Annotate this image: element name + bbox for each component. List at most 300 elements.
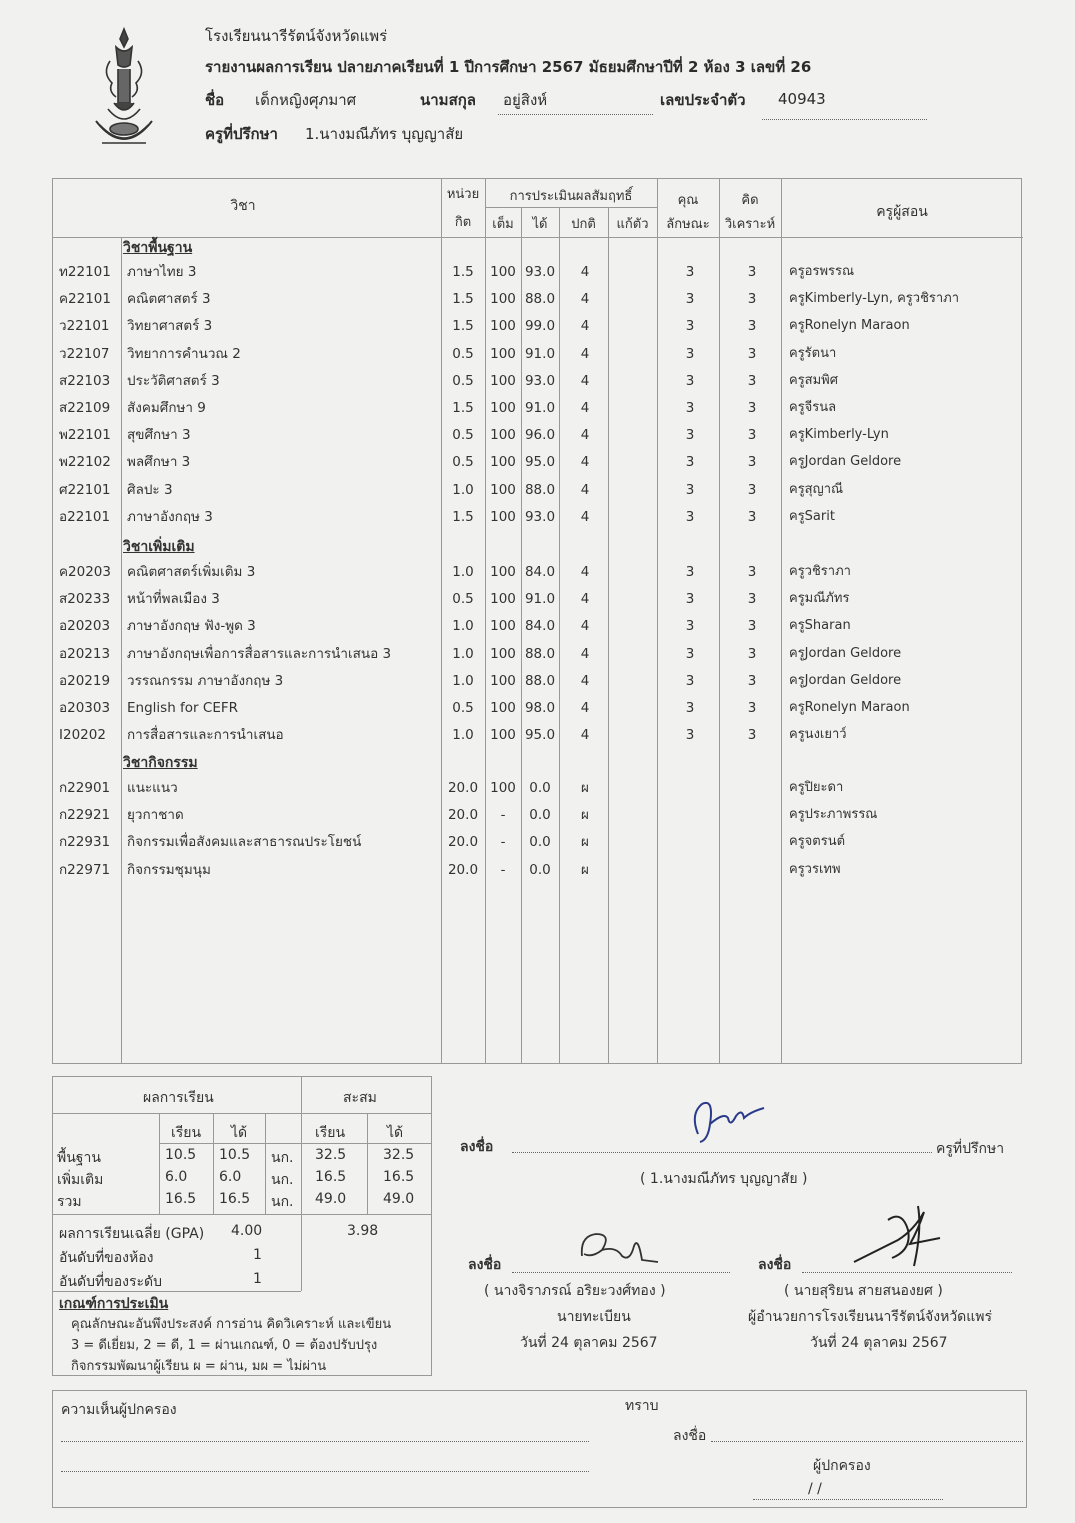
- director-date: วันที่ 24 ตุลาคม 2567: [810, 1335, 948, 1351]
- grade-normal: ผ: [581, 780, 589, 796]
- subject-code: I20202: [59, 727, 106, 744]
- subject-name: วิทยาศาสตร์ 3: [127, 318, 213, 335]
- summary-acc-study: 32.5: [315, 1147, 347, 1163]
- full-score: 100: [490, 318, 516, 335]
- header-full: เต็ม: [492, 217, 514, 232]
- student-id-value: 40943: [778, 90, 826, 108]
- section-activity: วิชากิจกรรม: [123, 755, 198, 771]
- grade-normal: 4: [580, 345, 590, 362]
- header-think-bottom: วิเคราะห์: [724, 217, 776, 232]
- subject-code: อ20219: [59, 672, 111, 689]
- score-got: 0.0: [529, 780, 551, 796]
- summary-acc-study: 49.0: [315, 1191, 347, 1207]
- subject-code: ว22107: [59, 345, 110, 362]
- parent-role: ผู้ปกครอง: [813, 1458, 871, 1474]
- criteria-title: เกณฑ์การประเมิน: [59, 1296, 169, 1312]
- credit-units: 0.5: [452, 454, 474, 471]
- grade-normal: 4: [580, 454, 590, 471]
- score-got: 93.0: [524, 264, 556, 280]
- registrar-sign-label: ลงชื่อ: [468, 1257, 502, 1273]
- quality-score: 3: [685, 645, 695, 662]
- teacher-name: ครูจีรนล: [789, 400, 837, 415]
- advisor-name: 1.นางมณีภัทร บุญญาสัย: [305, 125, 464, 143]
- thinking-score: 3: [747, 372, 757, 389]
- score-got: 88.0: [524, 291, 556, 308]
- credit-units: 1.5: [452, 264, 474, 280]
- quality-score: 3: [685, 591, 695, 608]
- subject-name: ยุวกาชาด: [127, 807, 184, 824]
- quality-score: 3: [685, 454, 695, 471]
- quality-score: 3: [685, 291, 695, 308]
- credit-units: 1.0: [452, 727, 474, 744]
- teacher-name: ครูKimberly-Lyn: [789, 427, 889, 443]
- grade-normal: 4: [580, 672, 590, 689]
- credit-units: 20.0: [447, 834, 479, 851]
- table-row: [53, 695, 1023, 721]
- col-acc-got: ได้: [387, 1125, 404, 1141]
- full-score: 100: [490, 481, 516, 498]
- score-got: 88.0: [524, 481, 556, 498]
- summary-acc-got: 49.0: [383, 1191, 415, 1207]
- parent-sign-line[interactable]: [711, 1441, 1023, 1442]
- teacher-name: ครูประภาพรรณ: [789, 807, 878, 823]
- table-row: [53, 504, 1023, 530]
- table-row: [53, 668, 1023, 694]
- student-surname: อยู่สิงห์: [503, 91, 548, 109]
- table-row: [53, 368, 1023, 394]
- credit-units: 1.5: [452, 318, 474, 335]
- credit-units: 1.0: [452, 481, 474, 498]
- summary-box: [52, 1076, 432, 1376]
- teacher-name: ครูจตรนต์: [789, 834, 846, 850]
- credit-units: 0.5: [452, 591, 474, 608]
- subject-name: การสื่อสารและการนำเสนอ: [127, 727, 284, 744]
- score-got: 88.0: [524, 645, 556, 662]
- advisor-label: ครูที่ปรึกษา: [205, 125, 278, 143]
- parent-opinion-line[interactable]: [61, 1471, 589, 1472]
- quality-score: 3: [685, 400, 695, 416]
- subject-code: ค20203: [59, 564, 111, 580]
- score-got: 96.0: [524, 427, 556, 444]
- teacher-name: ครูมณีภัทร: [789, 591, 850, 607]
- grade-normal: 4: [580, 727, 590, 744]
- summary-unit: นก.: [271, 1150, 294, 1166]
- grade-normal: 4: [580, 481, 590, 498]
- summary-acc-study: 16.5: [315, 1169, 347, 1185]
- director-signature-icon: [848, 1200, 948, 1272]
- thinking-score: 3: [747, 564, 757, 580]
- summary-study: 10.5: [165, 1147, 197, 1163]
- score-got: 88.0: [524, 672, 556, 689]
- full-score: 100: [490, 780, 516, 796]
- parent-sign-label: ลงชื่อ: [673, 1428, 707, 1444]
- header-evaluation: การประเมินผลสัมฤทธิ์: [509, 189, 633, 204]
- grade-normal: 4: [580, 700, 590, 716]
- subject-code: พ22101: [59, 427, 111, 444]
- credit-units: 0.5: [452, 345, 474, 362]
- criteria-line-3: กิจกรรมพัฒนาผู้เรียน ผ = ผ่าน, มผ = ไม่ผ่าน: [71, 1359, 327, 1374]
- header-subject: วิชา: [230, 198, 256, 214]
- subject-name: English for CEFR: [127, 700, 238, 716]
- credit-units: 20.0: [447, 807, 479, 824]
- advisor-signature-icon: [680, 1094, 770, 1150]
- table-row: [53, 641, 1023, 667]
- summary-row-label: พื้นฐาน: [57, 1150, 101, 1166]
- summary-got: 10.5: [219, 1147, 251, 1163]
- subject-name: ประวัติศาสตร์ 3: [127, 372, 220, 389]
- gpa-label: ผลการเรียนเฉลี่ย (GPA): [59, 1226, 205, 1242]
- quality-score: 3: [685, 508, 695, 525]
- parent-date-slots: / /: [808, 1481, 822, 1497]
- subject-name: กิจกรรมเพื่อสังคมและสาธารณประโยชน์: [127, 834, 362, 851]
- full-score: 100: [490, 700, 516, 716]
- thinking-score: 3: [747, 508, 757, 525]
- teacher-name: ครูวรเทพ: [789, 861, 841, 877]
- credit-units: 1.0: [452, 645, 474, 662]
- credit-units: 0.5: [452, 700, 474, 716]
- thinking-score: 3: [747, 672, 757, 689]
- col-acc-study: เรียน: [315, 1125, 346, 1141]
- subject-code: ก22921: [59, 807, 111, 824]
- full-score: 100: [490, 372, 516, 389]
- subject-code: ค22101: [59, 291, 111, 308]
- thinking-score: 3: [747, 727, 757, 744]
- thinking-score: 3: [747, 400, 757, 416]
- advisor-sign-label: ลงชื่อ: [460, 1139, 494, 1155]
- full-score: -: [500, 861, 506, 878]
- table-row: [53, 802, 1023, 828]
- quality-score: 3: [685, 427, 695, 444]
- credit-units: 1.5: [452, 400, 474, 416]
- registrar-name: ( นางจิราภรณ์ อริยะวงศ์ทอง ): [484, 1283, 666, 1299]
- credit-units: 1.5: [452, 508, 474, 525]
- grade-normal: 4: [580, 372, 590, 389]
- subject-code: อ20303: [59, 700, 111, 716]
- table-row: [53, 857, 1023, 883]
- quality-score: 3: [685, 481, 695, 498]
- summary-divider: [367, 1113, 368, 1214]
- credit-units: 20.0: [447, 861, 479, 878]
- col-got: ได้: [231, 1125, 248, 1141]
- thinking-score: 3: [747, 591, 757, 608]
- quality-score: 3: [685, 618, 695, 635]
- director-sign-label: ลงชื่อ: [758, 1257, 792, 1273]
- score-got: 98.0: [524, 700, 556, 716]
- quality-score: 3: [685, 372, 695, 389]
- teacher-name: ครูนงเยาว์: [789, 727, 847, 743]
- header-teacher: ครูผู้สอน: [876, 204, 928, 220]
- table-row: [53, 722, 1023, 748]
- section-extra: วิชาเพิ่มเติม: [123, 539, 195, 555]
- subject-name: ภาษาอังกฤษเพื่อการสื่อสารและการนำเสนอ 3: [127, 645, 392, 662]
- full-score: 100: [490, 591, 516, 608]
- summary-unit: นก.: [271, 1172, 294, 1188]
- summary-got: 6.0: [219, 1169, 242, 1185]
- rank-room-label: อันดับที่ของห้อง: [59, 1250, 154, 1266]
- summary-row-label: เพิ่มเติม: [57, 1172, 104, 1188]
- table-row: [53, 259, 1023, 285]
- table-row: [53, 449, 1023, 475]
- name-label: ชื่อ: [205, 91, 225, 109]
- subject-code: ก22971: [59, 861, 111, 878]
- full-score: 100: [490, 264, 516, 280]
- parent-ack-label: ทราบ: [625, 1398, 659, 1414]
- grade-normal: ผ: [581, 807, 589, 824]
- subject-code: อ22101: [59, 508, 111, 525]
- advisor-sign-name: ( 1.นางมณีภัทร บุญญาสัย ): [640, 1171, 808, 1187]
- subject-code: พ22102: [59, 454, 111, 471]
- table-row: [53, 422, 1023, 448]
- subject-code: ส20233: [59, 591, 111, 608]
- full-score: 100: [490, 618, 516, 635]
- credit-units: 20.0: [447, 780, 479, 796]
- advisor-sign-line: [512, 1152, 932, 1153]
- subject-name: พลศึกษา 3: [127, 454, 191, 471]
- parent-opinion-line[interactable]: [61, 1441, 589, 1442]
- teacher-name: ครูสมพิศ: [789, 372, 839, 388]
- grade-normal: 4: [580, 591, 590, 608]
- score-got: 95.0: [524, 727, 556, 744]
- quality-score: 3: [685, 318, 695, 335]
- full-score: 100: [490, 645, 516, 662]
- summary-accum-title: สะสม: [343, 1090, 377, 1106]
- table-row: [53, 477, 1023, 503]
- quality-score: 3: [685, 727, 695, 744]
- teacher-name: ครูปิยะดา: [789, 780, 844, 795]
- summary-divider: [301, 1077, 302, 1291]
- summary-divider: [213, 1113, 214, 1214]
- grade-normal: 4: [580, 291, 590, 308]
- full-score: -: [500, 807, 506, 824]
- subject-code: ส22109: [59, 400, 111, 416]
- teacher-name: ครูรัตนา: [789, 345, 837, 361]
- subject-code: ก22931: [59, 834, 111, 851]
- summary-divider: [53, 1214, 431, 1215]
- thinking-score: 3: [747, 291, 757, 308]
- credit-units: 0.5: [452, 372, 474, 389]
- teacher-name: ครูอรพรรณ: [789, 264, 855, 279]
- table-row: [53, 286, 1023, 312]
- subject-code: ว22101: [59, 318, 110, 335]
- subject-code: ส22103: [59, 372, 111, 389]
- thinking-score: 3: [747, 264, 757, 280]
- header-unit-top: หน่วย: [446, 187, 480, 202]
- teacher-name: ครูSharan: [789, 618, 851, 634]
- thinking-score: 3: [747, 700, 757, 716]
- table-row: [53, 586, 1023, 612]
- table-divider: [53, 237, 1023, 238]
- surname-label: นามสกุล: [420, 91, 476, 109]
- grades-table: [52, 178, 1022, 1064]
- score-got: 93.0: [524, 508, 556, 525]
- full-score: 100: [490, 508, 516, 525]
- header-quality-top: คุณ: [677, 193, 699, 208]
- summary-got: 16.5: [219, 1191, 251, 1207]
- table-row: [53, 313, 1023, 339]
- summary-row-label: รวม: [57, 1194, 82, 1210]
- quality-score: 3: [685, 564, 695, 580]
- header-think-top: คิด: [741, 193, 759, 208]
- registrar-date: วันที่ 24 ตุลาคม 2567: [520, 1335, 658, 1351]
- grade-normal: 4: [580, 264, 590, 280]
- school-name: โรงเรียนนารีรัตน์จังหวัดแพร่: [205, 27, 388, 45]
- table-divider: [485, 207, 657, 208]
- header-quality-bottom: ลักษณะ: [666, 217, 710, 232]
- teacher-name: ครูJordan Geldore: [789, 672, 902, 688]
- summary-divider: [265, 1113, 266, 1214]
- school-emblem-icon: [88, 25, 160, 157]
- parent-opinion-label: ความเห็นผู้ปกครอง: [61, 1402, 177, 1418]
- rank-level-value: 1: [253, 1271, 262, 1287]
- teacher-name: ครูSarit: [789, 508, 835, 524]
- header-fix: แก้ตัว: [616, 217, 649, 232]
- subject-name: วรรณกรรม ภาษาอังกฤษ 3: [127, 672, 284, 689]
- grade-normal: 4: [580, 564, 590, 580]
- grade-normal: 4: [580, 318, 590, 335]
- credit-units: 1.0: [452, 618, 474, 635]
- table-row: [53, 775, 1023, 801]
- subject-name: สังคมศึกษา 9: [127, 400, 206, 416]
- table-row: [53, 613, 1023, 639]
- table-row: [53, 829, 1023, 855]
- advisor-role: ครูที่ปรึกษา: [936, 1141, 1005, 1157]
- student-id-label: เลขประจำตัว: [660, 91, 746, 109]
- score-got: 95.0: [524, 454, 556, 471]
- header-got: ได้: [532, 217, 548, 232]
- teacher-name: ครูRonelyn Maraon: [789, 700, 910, 715]
- summary-acc-got: 32.5: [383, 1147, 415, 1163]
- score-got: 0.0: [529, 834, 551, 851]
- score-got: 0.0: [529, 807, 551, 824]
- grade-normal: 4: [580, 400, 590, 416]
- subject-code: อ20213: [59, 645, 111, 662]
- teacher-name: ครูสุญาณี: [789, 481, 844, 497]
- full-score: 100: [490, 564, 516, 580]
- subject-name: กิจกรรมชุมนุม: [127, 861, 211, 878]
- thinking-score: 3: [747, 454, 757, 471]
- thinking-score: 3: [747, 318, 757, 335]
- thinking-score: 3: [747, 427, 757, 444]
- surname-dotted-line: [498, 114, 653, 115]
- summary-study: 6.0: [165, 1169, 188, 1185]
- subject-code: ท22101: [59, 264, 111, 280]
- score-got: 91.0: [524, 400, 556, 416]
- grade-normal: 4: [580, 427, 590, 444]
- full-score: 100: [490, 672, 516, 689]
- score-got: 0.0: [529, 861, 551, 878]
- subject-name: ภาษาอังกฤษ 3: [127, 508, 213, 525]
- grade-normal: ผ: [581, 861, 589, 878]
- full-score: -: [500, 834, 506, 851]
- grade-normal: ผ: [581, 834, 589, 851]
- score-got: 84.0: [524, 618, 556, 635]
- summary-unit: นก.: [271, 1194, 294, 1210]
- id-dotted-line: [762, 119, 927, 120]
- rank-room-value: 1: [253, 1247, 262, 1263]
- credit-units: 1.0: [452, 564, 474, 580]
- subject-name: หน้าที่พลเมือง 3: [127, 591, 220, 608]
- thinking-score: 3: [747, 618, 757, 635]
- score-got: 91.0: [524, 591, 556, 608]
- director-name: ( นายสุริยน สายสนองยศ ): [784, 1283, 943, 1299]
- student-first-name: เด็กหญิงศุภมาศ: [255, 91, 357, 109]
- registrar-role: นายทะเบียน: [557, 1309, 631, 1325]
- header-unit-bottom: กิต: [454, 215, 472, 230]
- rank-level-label: อันดับที่ของระดับ: [59, 1274, 163, 1290]
- subject-code: ศ22101: [59, 481, 111, 498]
- quality-score: 3: [685, 672, 695, 689]
- subject-name: คณิตศาสตร์เพิ่มเติม 3: [127, 564, 256, 580]
- col-study: เรียน: [171, 1125, 202, 1141]
- summary-acc-got: 16.5: [383, 1169, 415, 1185]
- thinking-score: 3: [747, 345, 757, 362]
- parent-comment-box: [52, 1390, 1027, 1508]
- score-got: 91.0: [524, 345, 556, 362]
- director-sign-line: [802, 1272, 1012, 1273]
- criteria-line-1: คุณลักษณะอันพึงประสงค์ การอ่าน คิดวิเคราะห์ และเขียน: [71, 1317, 392, 1332]
- quality-score: 3: [685, 345, 695, 362]
- quality-score: 3: [685, 264, 695, 280]
- subject-name: สุขศึกษา 3: [127, 427, 191, 444]
- header-normal: ปกติ: [571, 217, 596, 232]
- credit-units: 0.5: [452, 427, 474, 444]
- subject-name: คณิตศาสตร์ 3: [127, 291, 211, 308]
- grade-normal: 4: [580, 645, 590, 662]
- criteria-line-2: 3 = ดีเยี่ยม, 2 = ดี, 1 = ผ่านเกณฑ์, 0 = ต้องปรับปรุง: [71, 1338, 378, 1353]
- thinking-score: 3: [747, 481, 757, 498]
- subject-code: อ20203: [59, 618, 111, 635]
- teacher-name: ครูRonelyn Maraon: [789, 318, 910, 334]
- subject-name: ภาษาอังกฤษ ฟัง-พูด 3: [127, 618, 256, 635]
- teacher-name: ครูJordan Geldore: [789, 454, 902, 470]
- full-score: 100: [490, 400, 516, 416]
- full-score: 100: [490, 727, 516, 744]
- score-got: 93.0: [524, 372, 556, 389]
- summary-divider: [53, 1113, 431, 1114]
- score-got: 99.0: [524, 318, 556, 335]
- gpa-accum-value: 3.98: [347, 1223, 379, 1239]
- thinking-score: 3: [747, 645, 757, 662]
- registrar-signature-icon: [572, 1226, 662, 1274]
- summary-divider: [159, 1113, 160, 1214]
- parent-date-line[interactable]: [753, 1499, 943, 1500]
- subject-name: ศิลปะ 3: [127, 481, 173, 498]
- subject-name: ภาษาไทย 3: [127, 264, 197, 280]
- gpa-value: 4.00: [231, 1223, 263, 1239]
- full-score: 100: [490, 291, 516, 308]
- grade-normal: 4: [580, 618, 590, 635]
- full-score: 100: [490, 454, 516, 471]
- subject-name: วิทยาการคำนวณ 2: [127, 345, 241, 362]
- table-row: [53, 559, 1023, 585]
- director-role: ผู้อำนวยการโรงเรียนนารีรัตน์จังหวัดแพร่: [748, 1309, 993, 1325]
- subject-code: ก22901: [59, 780, 111, 796]
- full-score: 100: [490, 427, 516, 444]
- credit-units: 1.5: [452, 291, 474, 308]
- subject-name: แนะแนว: [127, 780, 178, 796]
- quality-score: 3: [685, 700, 695, 716]
- report-title: รายงานผลการเรียน ปลายภาคเรียนที่ 1 ปีการศึกษา 2567 มัธยมศึกษาปีที่ 2 ห้อง 3 เลขที่ 26: [205, 58, 812, 76]
- score-got: 84.0: [524, 564, 556, 580]
- summary-result-title: ผลการเรียน: [143, 1090, 214, 1106]
- full-score: 100: [490, 345, 516, 362]
- teacher-name: ครูJordan Geldore: [789, 645, 902, 661]
- credit-units: 1.0: [452, 672, 474, 689]
- teacher-name: ครูวชิราภา: [789, 564, 851, 579]
- table-row: [53, 341, 1023, 367]
- grade-normal: 4: [580, 508, 590, 525]
- table-row: [53, 395, 1023, 421]
